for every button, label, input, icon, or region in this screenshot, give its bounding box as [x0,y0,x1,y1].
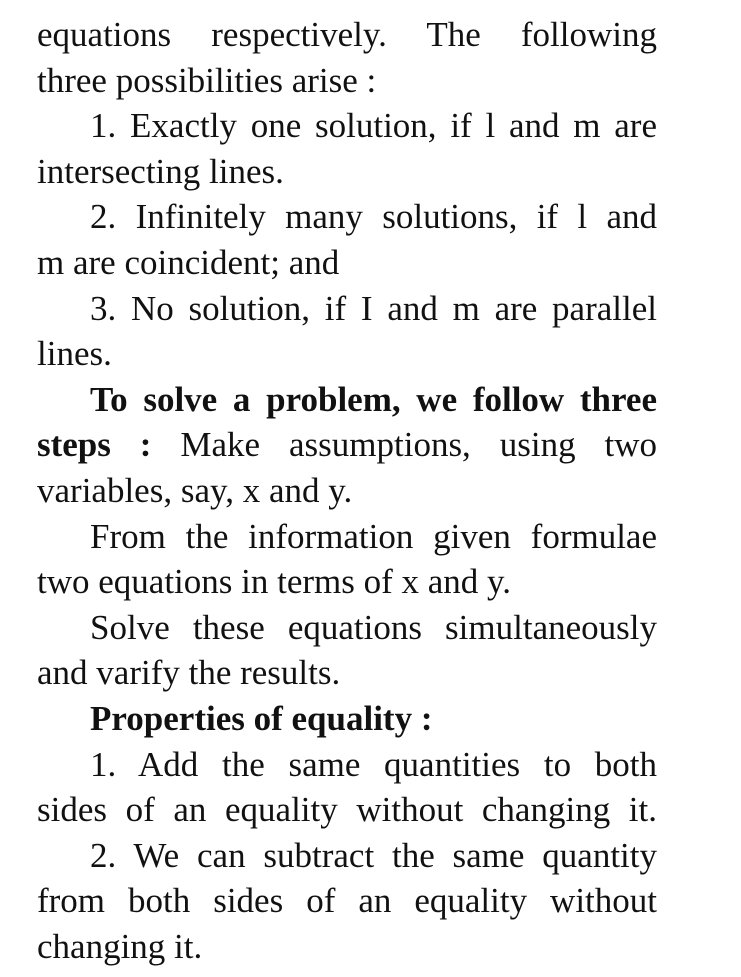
text-line: two equations in terms of x and y. [37,562,512,602]
text-line: and varify the results. [37,653,341,693]
paragraph-formulae [37,514,657,605]
text-line: 1. Exactly one solution, if l and m are [90,106,657,146]
text-line: 2. Infinitely many solutions, if l and [90,197,657,237]
text-line: from both sides of an equality without [37,881,657,921]
list-item-exactly-one-solution [37,103,657,194]
bold-lead-continuation: steps : [37,425,152,465]
text-line: intersecting lines. [37,151,284,191]
paragraph-solve-steps [37,377,657,514]
list-item-add-same-quantities [37,742,657,833]
text-line: changing it. [37,926,203,966]
section-heading-properties [37,696,657,742]
paragraph-possibilities-intro [37,12,657,103]
list-item-infinitely-many-solutions [37,194,657,285]
heading-text: Properties of equality : [90,698,433,738]
text-line: 2. We can subtract the same quantity [90,835,657,875]
text-line [37,422,657,468]
text-line: sides of an equality without changing it. [37,790,657,830]
text-line: Solve these equations simultaneously [90,607,657,647]
list-item-no-solution [37,286,657,377]
paragraph-solve-simultaneously [37,605,657,696]
list-item-subtract-same-quantity [37,833,657,970]
text-line: equations respectively. The following [37,15,657,54]
text-line: m are coincident; and [37,242,340,282]
text-line: lines. [37,334,112,374]
text-run: Make assumptions, using two [151,425,657,465]
document-page [37,12,657,969]
text-line: 3. No solution, if I and m are parallel [90,288,657,328]
bold-lead-line: To solve a problem, we follow three [90,379,657,419]
text-line: 1. Add the same quantities to both [90,744,657,784]
text-line: variables, say, x and y. [37,470,353,510]
text-line: three possibilities arise : [37,60,377,100]
text-line: From the information given formulae [90,516,657,556]
